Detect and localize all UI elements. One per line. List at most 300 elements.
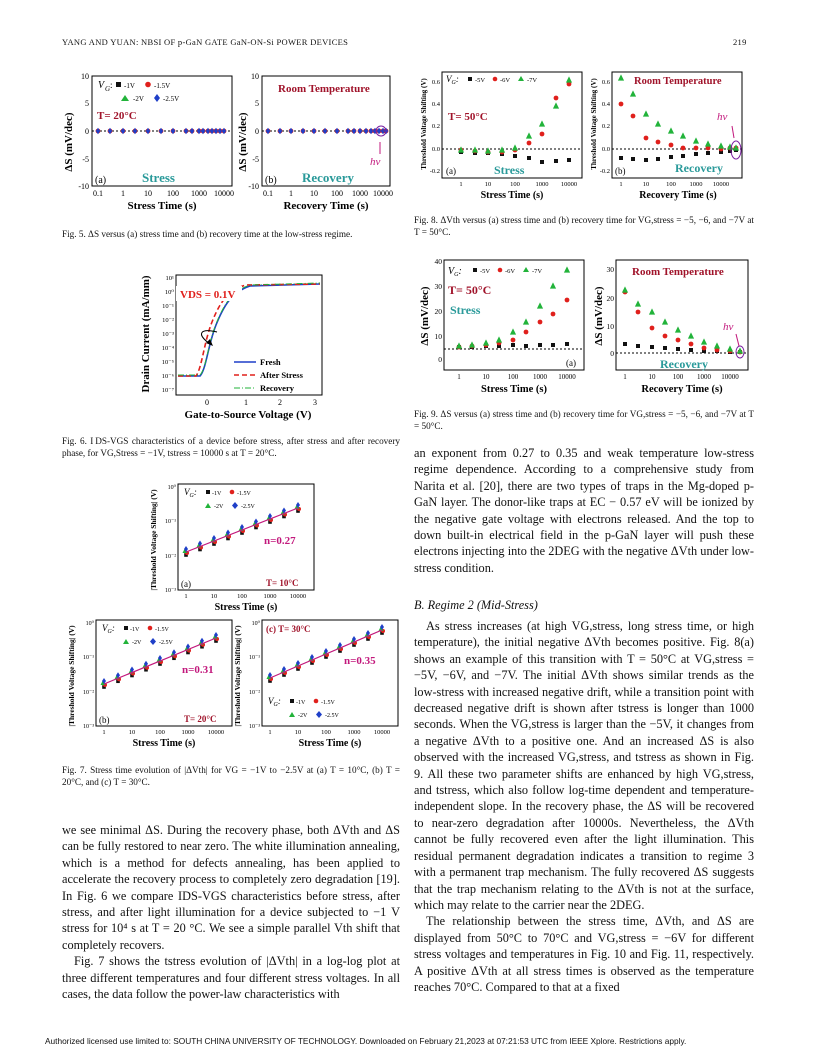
svg-text:10⁻¹: 10⁻¹ [83, 655, 94, 661]
paragraph: Fig. 7 shows the tstress evolution of |ΔVth| in a log-log plot at three different temperatures and four different stress voltages. In all cases, the data follow the power-law characteristics with [62, 954, 400, 1002]
data-point [222, 128, 226, 134]
fig9-caption: Fig. 9. ΔS versus (a) stress time and (b) recovery time for VG,stress = −5, −6, and −7V at T = 50°C. [414, 409, 754, 431]
svg-text:hν: hν [717, 111, 728, 123]
svg-text:|Threshold Voltage Shifting| (: |Threshold Voltage Shifting| (V) [149, 489, 158, 591]
hv-label: hν [370, 156, 381, 168]
svg-text:-5: -5 [252, 155, 259, 164]
data-point [701, 338, 707, 344]
svg-text:10¹: 10¹ [165, 275, 174, 282]
data-point [289, 128, 293, 134]
fig6-caption: Fig. 6. I DS-VGS characteristics of a device before stress, after stress and after recovery phase, for VG,Stress = −1V, tstress = 10000 s at T = 20°C. [62, 436, 400, 458]
fig5a-ytick: -10 [78, 182, 89, 191]
svg-text:-1V: -1V [212, 491, 222, 497]
data-point [377, 128, 381, 134]
section-heading: B. Regime 2 (Mid-Stress) [414, 598, 538, 612]
data-point [96, 128, 100, 134]
svg-text:T= 50°C: T= 50°C [448, 283, 492, 297]
svg-text:-2.5V: -2.5V [241, 504, 255, 510]
svg-text:Stress: Stress [450, 303, 481, 317]
data-point [644, 136, 649, 141]
data-point [619, 102, 624, 107]
svg-text:10⁰: 10⁰ [251, 621, 260, 627]
svg-text:-7V: -7V [527, 77, 538, 84]
data-point [636, 344, 640, 348]
data-point [631, 114, 636, 119]
svg-text:-10: -10 [248, 182, 259, 191]
svg-text:-2V: -2V [132, 640, 142, 646]
data-point [551, 312, 556, 317]
svg-text:1: 1 [459, 181, 463, 188]
data-point [312, 128, 316, 134]
data-point [513, 154, 517, 158]
svg-text:10: 10 [642, 181, 650, 188]
svg-text:1000: 1000 [347, 729, 361, 736]
data-point [510, 328, 516, 334]
svg-text:0: 0 [255, 127, 259, 136]
svg-text::: : [110, 80, 113, 90]
svg-text:1: 1 [244, 398, 248, 407]
svg-text:-1V: -1V [130, 627, 140, 633]
data-point [643, 110, 649, 116]
data-point [538, 343, 542, 347]
data-point [538, 320, 543, 325]
svg-text:T= 10°C: T= 10°C [266, 578, 299, 588]
data-point [540, 132, 545, 137]
svg-text:10000: 10000 [558, 373, 576, 381]
data-point [218, 128, 222, 134]
data-point [619, 156, 623, 160]
svg-text:10⁻⁷: 10⁻⁷ [161, 387, 174, 394]
data-point [210, 128, 214, 134]
data-point [669, 143, 674, 148]
svg-text:-5V: -5V [480, 268, 491, 275]
svg-text:ΔS (mV/dec): ΔS (mV/dec) [593, 286, 605, 346]
data-point [496, 336, 502, 342]
svg-text:1: 1 [619, 181, 623, 188]
data-point [631, 157, 635, 161]
data-point [551, 343, 555, 347]
svg-text:1000: 1000 [191, 189, 207, 198]
svg-text:10000: 10000 [207, 729, 225, 736]
svg-text:10: 10 [484, 181, 492, 188]
data-point [537, 302, 543, 308]
svg-text:VG:: $V_G$: [446, 74, 459, 86]
data-point [618, 74, 624, 80]
svg-text:1: 1 [268, 729, 272, 736]
svg-text:Gate-to-Source Voltage (V): Gate-to-Source Voltage (V) [184, 409, 312, 421]
svg-text:5: 5 [255, 99, 259, 108]
data-point [714, 342, 720, 348]
fig8-chart [418, 68, 754, 204]
left-column-text [62, 822, 400, 1002]
svg-text:(a): (a) [566, 358, 576, 368]
data-point [524, 330, 529, 335]
data-point [567, 158, 571, 162]
data-point [702, 346, 707, 351]
fig7c-chart [232, 616, 404, 751]
svg-text:(a): (a) [181, 579, 191, 589]
data-point [689, 342, 694, 347]
svg-text:10000: 10000 [712, 181, 730, 188]
svg-text:1: 1 [289, 189, 293, 198]
svg-text:10⁻¹: 10⁻¹ [249, 655, 260, 661]
svg-text:10⁻²: 10⁻² [162, 317, 174, 324]
svg-text:-2.5V: -2.5V [325, 713, 339, 719]
svg-text:10⁻⁴: 10⁻⁴ [161, 345, 174, 352]
svg-text:100: 100 [331, 189, 343, 198]
svg-text:(a): (a) [446, 166, 456, 176]
data-point [456, 342, 462, 348]
fig5a-temp: T= 20°C [97, 110, 137, 122]
fig5a-mode: Stress [142, 170, 175, 185]
data-point [201, 128, 205, 134]
svg-text:(b): (b) [615, 166, 626, 176]
data-point [485, 147, 491, 153]
svg-text:100: 100 [321, 729, 331, 736]
svg-text:VG:: $V_G$: [268, 696, 281, 708]
svg-text:-0.2: -0.2 [599, 168, 610, 175]
svg-text:|Threshold Voltage Shifting| (: |Threshold Voltage Shifting| (V) [233, 625, 242, 727]
data-point [206, 128, 210, 134]
data-point [472, 146, 478, 152]
fig5a-ytick: 0 [85, 127, 89, 136]
svg-text:10⁻⁶: 10⁻⁶ [161, 373, 174, 380]
svg-text:Room Temperature: Room Temperature [632, 266, 724, 278]
svg-text:10⁻³: 10⁻³ [165, 588, 176, 594]
svg-text:100: 100 [237, 593, 247, 600]
svg-text:Fresh: Fresh [260, 357, 281, 367]
svg-text:Recovery: Recovery [675, 161, 723, 175]
svg-text:10⁻¹: 10⁻¹ [162, 303, 174, 310]
data-point [681, 154, 685, 158]
data-point [539, 120, 545, 126]
data-point [622, 286, 628, 292]
svg-text:100: 100 [155, 729, 165, 736]
svg-text:-2V: -2V [133, 95, 144, 103]
data-point [190, 128, 194, 134]
svg-text:1: 1 [623, 373, 627, 381]
svg-text:Stress Time (s): Stress Time (s) [298, 738, 362, 749]
svg-text:(b): (b) [99, 715, 110, 725]
data-point [675, 326, 681, 332]
fig7a-chart [148, 480, 320, 615]
data-point [512, 144, 518, 150]
data-point [623, 342, 627, 346]
data-point [649, 308, 655, 314]
svg-text:ΔS (mV/dec): ΔS (mV/dec) [237, 112, 249, 172]
data-point [146, 128, 150, 134]
svg-text:10: 10 [310, 189, 318, 198]
svg-text:0: 0 [205, 398, 209, 407]
svg-text:10: 10 [648, 373, 656, 381]
svg-text:Recovery: Recovery [660, 357, 708, 371]
svg-text:10⁰: 10⁰ [167, 485, 176, 491]
data-point [540, 160, 544, 164]
data-point [694, 146, 699, 151]
data-point [266, 128, 270, 134]
data-point [718, 142, 724, 148]
fig5-caption: Fig. 5. ΔS versus (a) stress time and (b) recovery time at the low-stress regime. [62, 229, 353, 239]
svg-text:Stress Time (s): Stress Time (s) [480, 190, 544, 201]
svg-text:10: 10 [210, 593, 218, 600]
right-column-text [414, 445, 754, 576]
paragraph: As stress increases (at high VG,stress, long stress time, or high temperature), the initial negative ΔVth becomes positive. Fig. 8(a) shows an example of this transition with T = 50°C at VG,stress = −5V, −6V, and −7V. The initial ΔVth shows similar trends as the low-stress with increased negative drift, while a transition point with decreased negative drift is shown after tstress is longer than 1000 seconds. When the VG,stress is larger than the −5V, it changes from a negative ΔVth to a positive one. And an increased ΔS is also observed with the increased VG,stress, and tstress as shown in Fig. 9. All these two parameter shifts are enhanced by high VG,stress, and tstress, which also follow log-time dependent and temperature-independent slope. In the recovery phase, the ΔS will be recovered to near-zero degradation after 10000s. Nevertheless, the ΔVth cannot be fully recovered even after the light illumination. This residual permanent degradation indicates a transition to regime 3 with a permanent trap mechanism. The fully recovered ΔS suggests that the trap mechanism relating to the ΔVth is not at the surface, which may relate to the carrier near the 2DEG. [414, 619, 754, 912]
svg-text:n=0.35: n=0.35 [344, 655, 376, 667]
svg-text:-1V: -1V [296, 700, 306, 706]
data-point [680, 132, 686, 138]
data-point [526, 132, 532, 138]
running-title: YANG AND YUAN: NBSI OF p-GaN GATE GaN-ON-Si POWER DEVICES [62, 37, 349, 47]
svg-text:1000: 1000 [263, 593, 277, 600]
svg-text:10: 10 [294, 729, 302, 736]
svg-text:1000: 1000 [535, 181, 549, 188]
fig5a-ytick: -5 [82, 155, 89, 164]
svg-text:-2.5V: -2.5V [159, 640, 173, 646]
svg-text:20: 20 [606, 294, 614, 303]
svg-text:(c) T= 30°C: (c) T= 30°C [266, 624, 311, 634]
data-point [705, 140, 711, 146]
data-point [554, 96, 559, 101]
data-point [527, 156, 531, 160]
data-point [693, 137, 699, 143]
svg-text:10000: 10000 [560, 181, 578, 188]
svg-text:0.4: 0.4 [431, 101, 440, 108]
svg-text:1000: 1000 [689, 181, 703, 188]
svg-text:2: 2 [278, 398, 282, 407]
svg-text:Stress Time (s): Stress Time (s) [132, 738, 196, 749]
data-point [511, 338, 516, 343]
data-point [197, 128, 201, 134]
svg-text:Threshold Voltage Shifting (V): Threshold Voltage Shifting (V) [420, 78, 428, 170]
svg-text:10⁻²: 10⁻² [165, 554, 176, 560]
svg-text:-0.2: -0.2 [429, 168, 440, 175]
svg-text:-2.5V: -2.5V [163, 95, 180, 103]
fig8-caption: Fig. 8. ΔVth versus (a) stress time and (b) recovery time for VG,stress = −5, −6, and −7V at T = 50°C. [414, 215, 754, 237]
svg-text:10⁻²: 10⁻² [83, 690, 94, 696]
data-point [469, 341, 475, 347]
data-point [565, 342, 569, 346]
data-point [689, 348, 693, 352]
data-point [688, 332, 694, 338]
data-point [663, 346, 667, 350]
fig5-chart [62, 70, 402, 216]
svg-text:-1.5V: -1.5V [155, 627, 169, 633]
svg-text:-7V: -7V [532, 268, 543, 275]
svg-text:G: G [105, 85, 111, 93]
data-point [644, 158, 648, 162]
paragraph: The relationship between the stress time, ΔVth, and ΔS are displayed from 50°C to 70°C and VG,stress = −6V for different stress voltages and temperatures in Fig. 10 and Fig. 11, respectively. A positive ΔVth at all stress times is observed as the temperature reaches 70°C. Compared to that at a fixed [414, 914, 754, 994]
data-point [278, 128, 282, 134]
svg-text:0.2: 0.2 [601, 123, 610, 130]
svg-text:-1.5V: -1.5V [321, 700, 335, 706]
data-point [676, 347, 680, 351]
svg-text:100: 100 [167, 189, 179, 198]
svg-text:30: 30 [434, 282, 442, 291]
svg-text:1000: 1000 [533, 373, 547, 381]
fig5-legend-title: V [98, 80, 105, 91]
svg-text:10000: 10000 [214, 189, 234, 198]
svg-text:10: 10 [251, 72, 259, 81]
fig6-vds: VDS = 0.1V [180, 289, 236, 301]
svg-text:Stress Time (s): Stress Time (s) [481, 384, 547, 395]
svg-text:1000: 1000 [181, 729, 195, 736]
svg-text:0: 0 [438, 355, 442, 364]
svg-text:T= 50°C: T= 50°C [448, 111, 488, 123]
svg-text:20: 20 [434, 307, 442, 316]
svg-text:-2V: -2V [214, 504, 224, 510]
svg-text:100: 100 [666, 181, 676, 188]
data-point [133, 128, 137, 134]
svg-text:Stress: Stress [494, 163, 525, 177]
svg-text:0.0: 0.0 [431, 146, 440, 153]
svg-text:-6V: -6V [500, 77, 511, 84]
data-point [737, 347, 743, 353]
paragraph: we see minimal ΔS. During the recovery phase, both ΔVth and ΔS can be fully restored to near zero. The white illumination annealing, which is a method for defects annealing, has been applied to accelerate the recovery process to completely zero degradation [19]. In Fig. 6 we compare IDS-VGS characteristics before stress, after stress, and after light illumination for a device subjected to −1 V stress for 10⁴ s at T = 20 °C. We see a simple parallel Vth shift that completely recovers. [62, 823, 400, 952]
data-point [565, 298, 570, 303]
svg-text:10⁻²: 10⁻² [249, 690, 260, 696]
svg-text:-1.5V: -1.5V [237, 491, 251, 497]
svg-text:100: 100 [672, 373, 684, 381]
data-point [369, 128, 373, 134]
footer-license: Authorized licensed use limited to: SOUTH CHINA UNIVERSITY OF TECHNOLOGY. Downloaded on February 21,2023 at 07:21:53 UTC from IEEE Xplore. Restrictions apply. [45, 1036, 687, 1046]
data-point [668, 127, 674, 133]
svg-text:(b): (b) [265, 175, 277, 186]
svg-text:Room Temperature: Room Temperature [634, 76, 722, 87]
svg-text:VG:: $V_G$: [184, 487, 197, 499]
svg-text:0.2: 0.2 [431, 123, 440, 130]
data-point [636, 310, 641, 315]
data-point [184, 128, 188, 134]
svg-text:0.6: 0.6 [431, 79, 440, 86]
svg-text:Recovery Time (s): Recovery Time (s) [641, 384, 723, 395]
svg-text:10⁻³: 10⁻³ [249, 724, 260, 730]
svg-text:10⁻⁵: 10⁻⁵ [161, 359, 174, 366]
svg-text:10000: 10000 [721, 373, 739, 381]
data-point [171, 128, 175, 134]
fig5a-ytick: 10 [81, 72, 89, 81]
svg-text:10⁻³: 10⁻³ [162, 331, 174, 338]
svg-text:10⁻¹: 10⁻¹ [165, 519, 176, 525]
svg-text:After Stress: After Stress [260, 370, 303, 380]
svg-text:Stress Time (s): Stress Time (s) [214, 602, 278, 613]
svg-text:10: 10 [482, 373, 490, 381]
data-point [655, 120, 661, 126]
svg-text:n=0.31: n=0.31 [182, 664, 214, 676]
fig9-chart [418, 256, 754, 398]
data-point [669, 155, 673, 159]
data-point [524, 344, 528, 348]
svg-text:1000: 1000 [697, 373, 711, 381]
data-point [553, 102, 559, 108]
data-point [352, 128, 356, 134]
data-point [564, 266, 570, 272]
svg-text:VG:: $V_G$: [448, 266, 462, 278]
svg-text:0.1: 0.1 [93, 189, 103, 198]
data-point [346, 128, 350, 134]
svg-text:10: 10 [128, 729, 136, 736]
svg-text:Recovery Time (s): Recovery Time (s) [283, 200, 369, 212]
svg-text:1000: 1000 [352, 189, 368, 198]
svg-text:Threshold Voltage Shifting (V): Threshold Voltage Shifting (V) [590, 78, 598, 170]
data-point [650, 345, 654, 349]
data-point [676, 338, 681, 343]
fig6-chart [140, 270, 340, 422]
fig5a-xlabel: Stress Time (s) [127, 200, 197, 212]
svg-text:-5V: -5V [475, 77, 486, 84]
svg-text:1: 1 [102, 729, 106, 736]
svg-text:1: 1 [121, 189, 125, 198]
fig7-caption: Fig. 7. Stress time evolution of |ΔVth| for VG = −1V to −2.5V at (a) T = 10°C, (b) T = 20°C, and (c) T = 30°C. [62, 765, 400, 787]
svg-text:3: 3 [313, 398, 317, 407]
paragraph: an exponent from 0.27 to 0.35 and weak temperature low-stress regime dependence. According to a comprehensive study from Narita et al. [20], there are two types of traps in the Mg-doped p-GaN layer. The donor-like traps at EC − 0.57 eV will be ionized by the negative gate voltage with electrons released. And the top to down built-in electrical field in the p-GaN layer will push these electrons injecting into the 2DEG with the negative ΔVth under low-stress condition. [414, 446, 754, 575]
svg-text:10000: 10000 [373, 729, 391, 736]
svg-text:-6V: -6V [505, 268, 516, 275]
data-point [650, 326, 655, 331]
data-point [121, 128, 125, 134]
data-point [323, 128, 327, 134]
svg-text:10: 10 [606, 322, 614, 331]
data-point [214, 128, 218, 134]
svg-text:hν: hν [723, 321, 734, 333]
svg-text:100: 100 [510, 181, 520, 188]
data-point [656, 140, 661, 145]
fig5a-ytick: 5 [85, 99, 89, 108]
data-point [662, 318, 668, 324]
data-point [706, 151, 710, 155]
svg-text:0.0: 0.0 [601, 146, 610, 153]
data-point [301, 128, 305, 134]
svg-text:Recovery Time (s): Recovery Time (s) [639, 190, 717, 201]
data-point [358, 128, 362, 134]
data-point [566, 76, 572, 82]
svg-text:0.6: 0.6 [601, 79, 610, 86]
svg-text:10⁻³: 10⁻³ [83, 724, 94, 730]
data-point [681, 146, 686, 151]
svg-text:-1.5V: -1.5V [154, 82, 171, 90]
page-number: 219 [733, 37, 747, 47]
svg-text:10⁰: 10⁰ [164, 289, 174, 296]
svg-text:40: 40 [434, 257, 442, 266]
svg-text:n=0.27: n=0.27 [264, 535, 296, 547]
svg-text:T= 20°C: T= 20°C [184, 714, 217, 724]
data-point [663, 334, 668, 339]
data-point [550, 282, 556, 288]
fig7b-chart [66, 616, 238, 751]
data-point [511, 343, 515, 347]
data-point [523, 318, 529, 324]
svg-text:|Threshold Voltage Shifting| (: |Threshold Voltage Shifting| (V) [67, 625, 76, 727]
fig5-ylabel-a: ΔS (mV/dec) [63, 112, 75, 172]
svg-text:-1V: -1V [124, 82, 135, 90]
svg-text:10000: 10000 [373, 189, 393, 198]
svg-text:0.1: 0.1 [263, 189, 273, 198]
data-point [527, 141, 532, 146]
svg-text:0.4: 0.4 [601, 101, 610, 108]
data-point [630, 90, 636, 96]
fig5b-title: Room Temperature [278, 83, 370, 95]
data-point [554, 159, 558, 163]
svg-text:10000: 10000 [289, 593, 307, 600]
data-point [364, 128, 368, 134]
svg-text:(a): (a) [95, 175, 107, 186]
svg-text:1: 1 [457, 373, 461, 381]
data-point [635, 300, 641, 306]
svg-text:100: 100 [507, 373, 519, 381]
data-point [694, 152, 698, 156]
svg-text:1: 1 [184, 593, 188, 600]
svg-text:10: 10 [144, 189, 152, 198]
svg-text:VG:: $V_G$: [102, 623, 115, 635]
